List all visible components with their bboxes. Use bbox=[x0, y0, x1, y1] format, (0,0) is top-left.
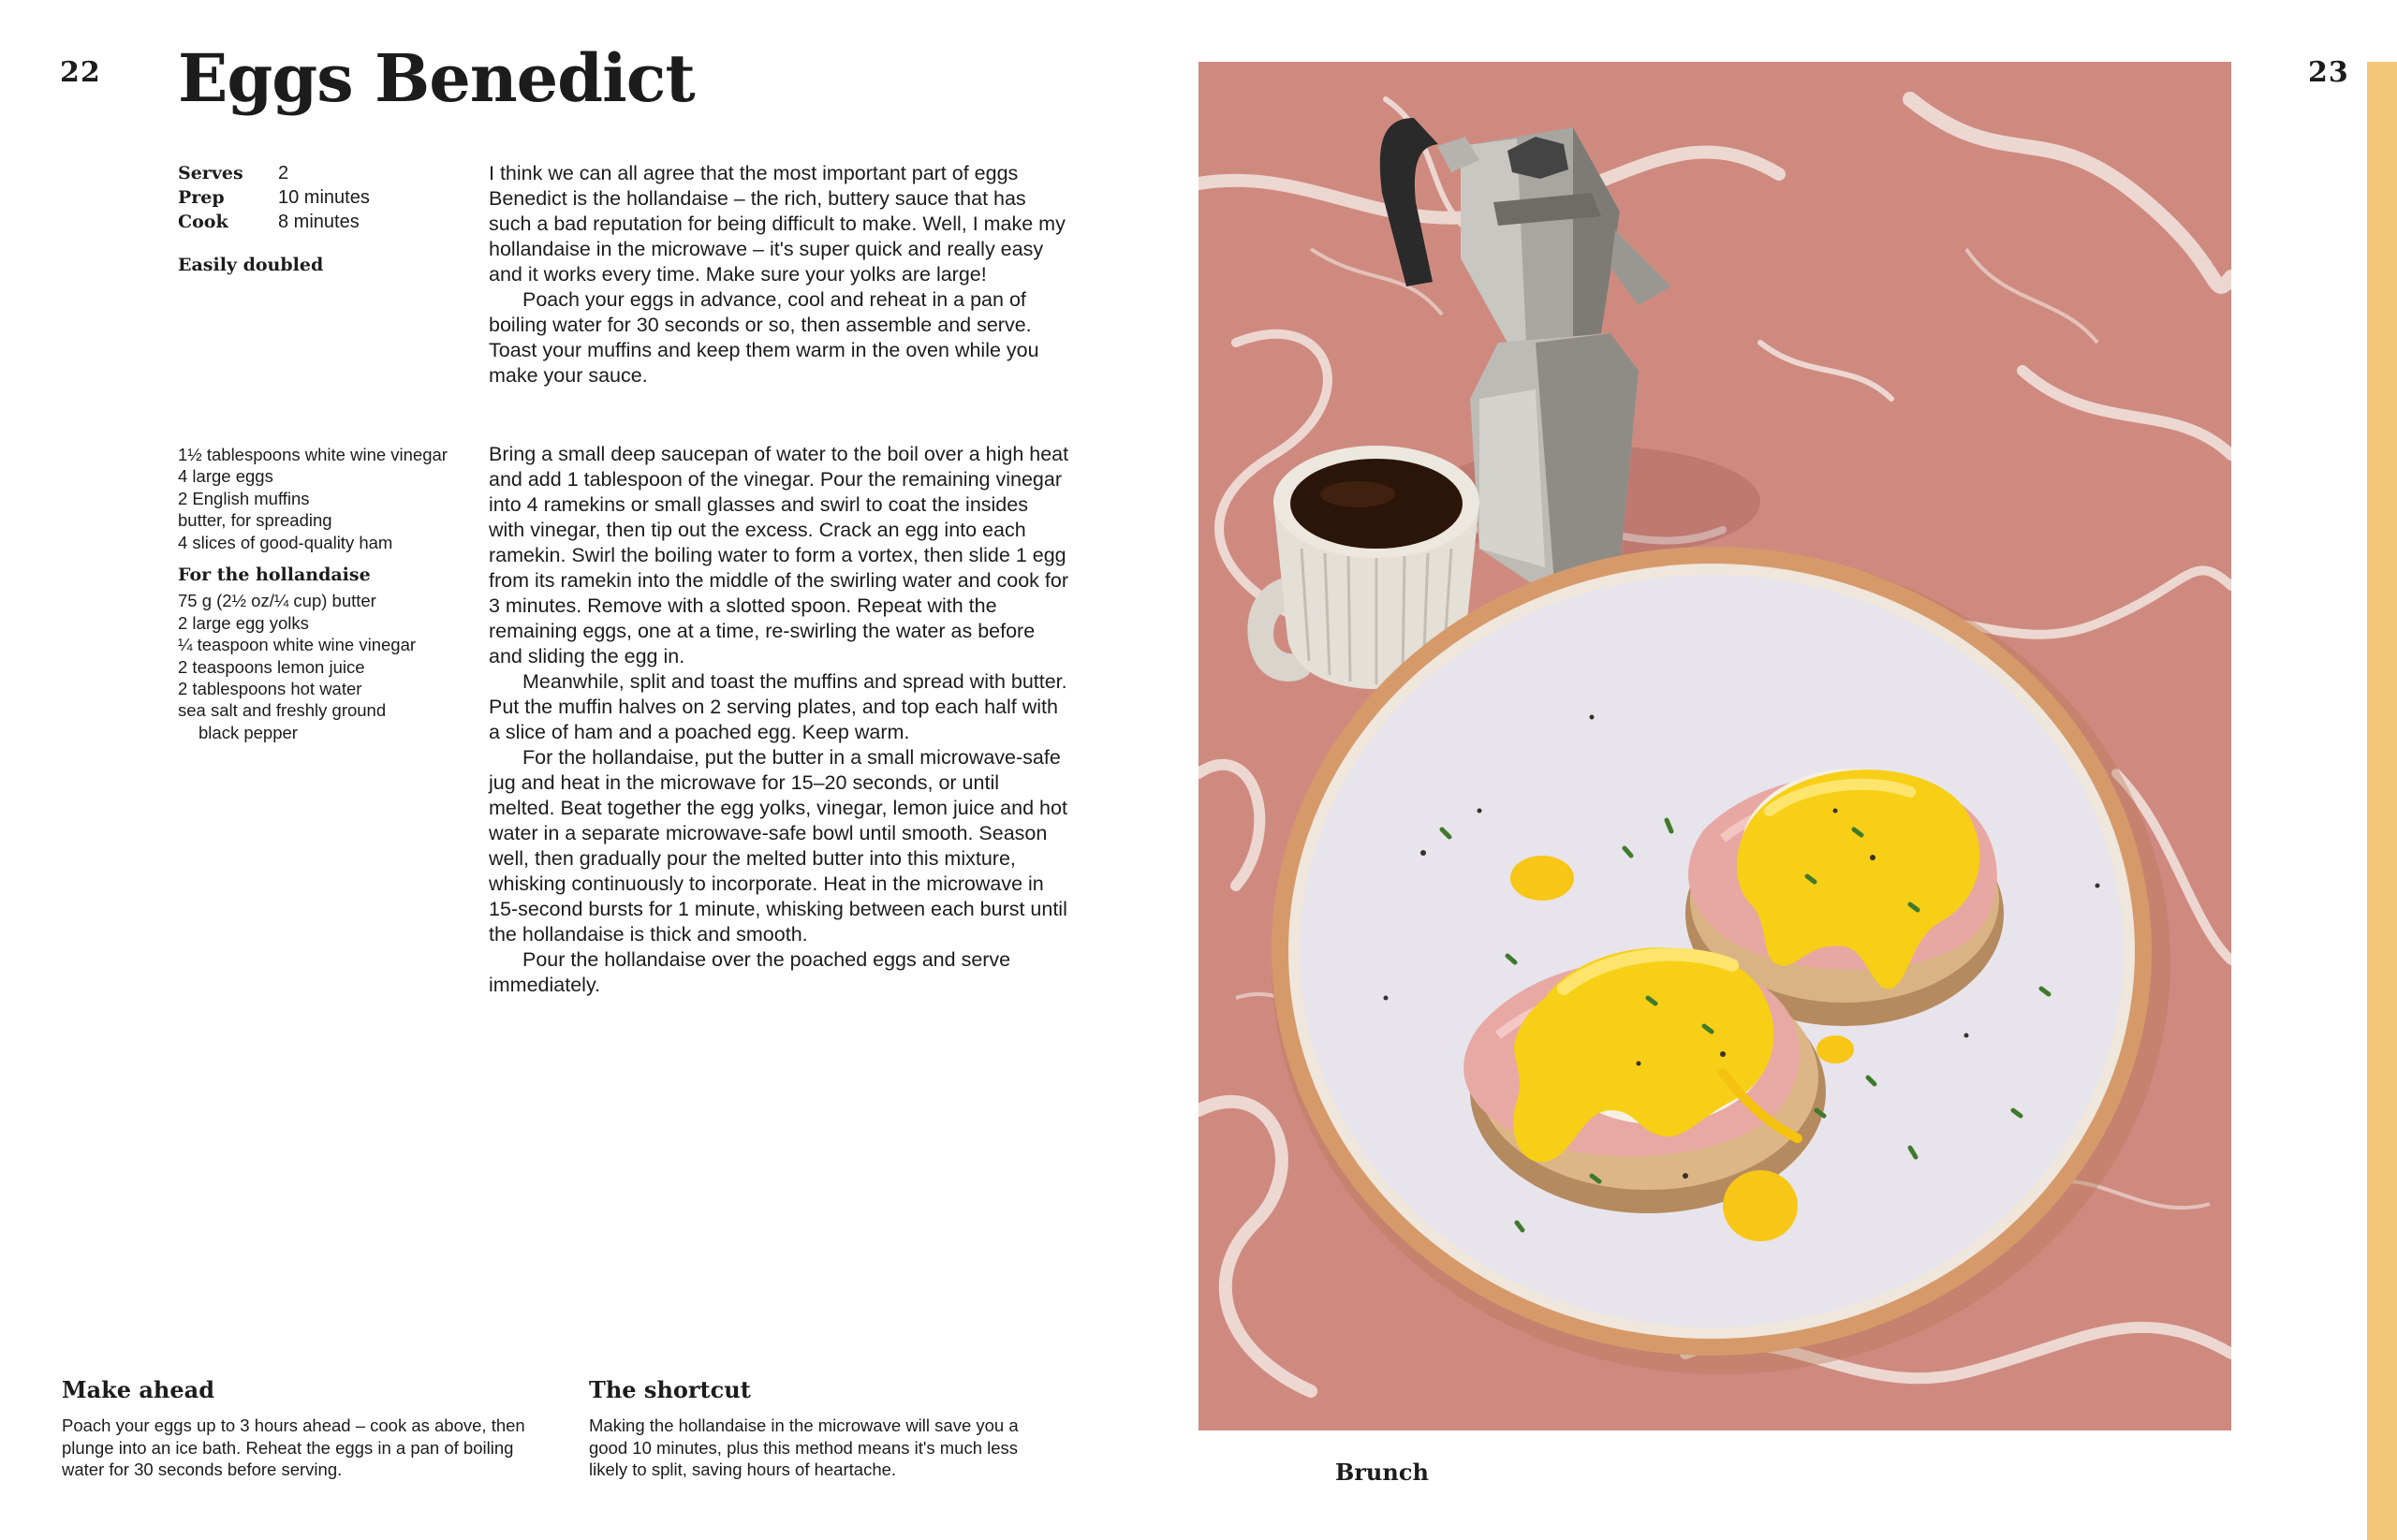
method-paragraph: Bring a small deep saucepan of water to the boil over a high heat and add 1 tablespoon of the vinegar. Pour the remaining vinegar into 4 ramekins or small glasses and swirl to coat the insides with vinegar, then tip out the excess. Crack an egg into each ramekin. Swirl the boiling water to form a vortex, then slide 1 egg from its ramekin into the middle of the swirling water and cook for 3 minutes. Remove with a slotted spoon. Repeat with the remaining eggs, one at a time, re-swirling the water as before and sliding the egg in. bbox=[489, 443, 1069, 667]
recipe-title: Eggs Benedict bbox=[178, 39, 695, 117]
ingredient-item: 2 tablespoons hot water bbox=[178, 679, 362, 699]
tip-make-ahead bbox=[62, 1376, 530, 1481]
ingredient-item: 75 g (2½ oz/¼ cup) butter bbox=[178, 591, 376, 611]
tip-text: Poach your eggs up to 3 hours ahead – cook as above, then plunge into an ice bath. Reheat the eggs in a pan of boiling water for 30 seconds before serving. bbox=[62, 1415, 525, 1479]
intro-paragraph: I think we can all agree that the most important part of eggs Benedict is the hollandaise – the rich, buttery sauce that has such a bad reputation for being difficult to make. Well, I make my hollandaise in the microwave – it's super quick and really easy and it works every time. Make sure your yolks are large! bbox=[489, 162, 1066, 286]
ingredient-item: 2 teaspoons lemon juice bbox=[178, 656, 365, 677]
method-paragraph: Pour the hollandaise over the poached eggs and serve immediately. bbox=[489, 948, 1011, 996]
page-edge-color-bar bbox=[2367, 62, 2397, 1540]
recipe-intro bbox=[489, 161, 1069, 389]
intro-paragraph: Poach your eggs in advance, cool and reheat in a pan of boiling water for 30 seconds or so, then assemble and serve. Toast your muffins and keep them warm in the oven while you make your sauce. bbox=[489, 288, 1039, 387]
meta-row-serves bbox=[178, 161, 370, 185]
meta-value: 2 bbox=[278, 163, 289, 183]
method-paragraph: Meanwhile, split and toast the muffins and spread with butter. Put the muffin halves on 2 serving plates, and top each half with a slice of ham and a poached egg. Keep warm. bbox=[489, 670, 1067, 743]
ingredient-item: 2 large egg yolks bbox=[178, 612, 309, 633]
hollandaise-heading: For the hollandaise bbox=[178, 565, 371, 586]
recipe-method bbox=[489, 442, 1069, 998]
meta-value: 8 minutes bbox=[278, 212, 360, 232]
meta-label: Prep bbox=[178, 187, 225, 208]
meta-row-cook bbox=[178, 210, 370, 234]
method-paragraph: For the hollandaise, put the butter in a small microwave-safe jug and heat in the microwave for 15–20 seconds, or until melted. Beat together the egg yolks, vinegar, lemon juice and hot water in a separate microwave-safe bowl until smooth. Season well, then gradually pour the melted butter into this mixture, whisking continuously to incorporate. Heat in the microwave in 15-second bursts for 1 minute, whisking between each burst until the hollandaise is thick and smooth. bbox=[489, 746, 1067, 946]
ingredient-item: butter, for spreading bbox=[178, 510, 332, 531]
eggs-benedict-photo bbox=[1198, 62, 2231, 1430]
ingredients-list bbox=[178, 444, 459, 743]
easily-doubled-note: Easily doubled bbox=[178, 255, 324, 275]
ingredient-item: 1½ tablespoons white wine vinegar bbox=[178, 445, 448, 464]
recipe-meta bbox=[178, 161, 370, 234]
tip-heading: Make ahead bbox=[62, 1376, 214, 1403]
meta-value: 10 minutes bbox=[278, 187, 370, 208]
ingredient-item: black pepper bbox=[199, 722, 298, 742]
page-number-left: 22 bbox=[60, 56, 101, 89]
ingredient-item: 2 English muffins bbox=[178, 488, 310, 508]
ingredient-item: ¼ teaspoon white wine vinegar bbox=[178, 635, 417, 655]
section-caption: Brunch bbox=[1335, 1459, 1429, 1486]
tip-heading: The shortcut bbox=[589, 1376, 751, 1403]
ingredient-item: 4 large eggs bbox=[178, 466, 273, 487]
meta-row-prep bbox=[178, 185, 370, 210]
page-number-right: 23 bbox=[2308, 56, 2349, 89]
meta-label: Cook bbox=[178, 212, 228, 232]
ingredient-item: sea salt and freshly ground bbox=[178, 700, 387, 721]
meta-label: Serves bbox=[178, 163, 243, 183]
tip-text: Making the hollandaise in the microwave will save you a good 10 minutes, plus this method means it's much less likely to split, saving hours of heartache. bbox=[589, 1415, 1019, 1479]
tip-shortcut bbox=[589, 1376, 1038, 1481]
ingredient-item: 4 slices of good-quality ham bbox=[178, 532, 393, 552]
